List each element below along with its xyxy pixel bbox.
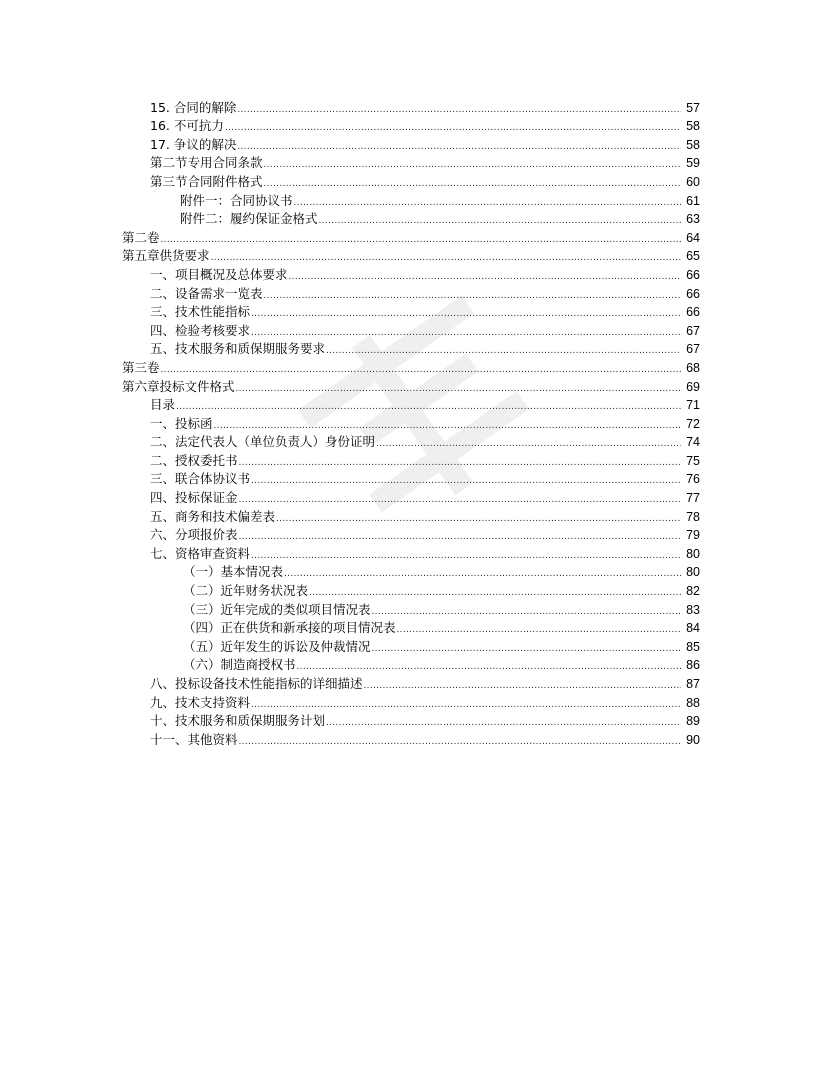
toc-entry-title: 九、技术支持资料: [150, 694, 251, 710]
toc-page-number: 83: [686, 602, 700, 617]
toc-leader-dots: [294, 197, 681, 209]
toc-leader-dots: [236, 383, 681, 395]
toc-leader-dots: [161, 364, 681, 376]
toc-leader-dots: [239, 494, 681, 506]
toc-leader-dots: [237, 104, 681, 116]
toc-leader-dots: [326, 717, 681, 729]
toc-entry[interactable]: [0, 190, 830, 209]
toc-page-number: 79: [686, 528, 700, 543]
toc-entry-title: 一、投标函: [150, 415, 213, 431]
toc-entry[interactable]: [0, 97, 830, 116]
toc-entry-title: 第三节合同附件格式: [150, 173, 263, 189]
toc-page-number: 87: [686, 677, 700, 691]
toc-leader-dots: [239, 736, 681, 748]
toc-entry-title: 十、技术服务和质保期服务计划: [150, 713, 326, 729]
toc-entry[interactable]: [0, 487, 830, 506]
toc-entry-title: （六）制造商授权书: [183, 657, 296, 673]
toc-leader-dots: [211, 252, 681, 264]
toc-page-number: 90: [686, 732, 700, 747]
toc-entry[interactable]: [0, 711, 830, 730]
toc-page-number: 75: [686, 453, 700, 468]
toc-page-number: 80: [686, 546, 700, 561]
toc-entry[interactable]: [0, 339, 830, 358]
toc-entry[interactable]: [0, 469, 830, 488]
toc-entry[interactable]: [0, 171, 830, 190]
toc-page-number: 80: [686, 565, 700, 580]
toc-entry[interactable]: [0, 302, 830, 321]
toc-entry[interactable]: [0, 264, 830, 283]
toc-leader-dots: [376, 438, 681, 450]
toc-leader-dots: [372, 606, 681, 618]
toc-entry[interactable]: [0, 320, 830, 339]
toc-leader-dots: [397, 624, 681, 636]
toc-leader-dots: [372, 643, 681, 655]
toc-entry-title: 二、设备需求一览表: [150, 285, 263, 301]
toc-page-number: 74: [686, 435, 700, 450]
toc-entry-title: 四、检验考核要求: [150, 322, 251, 338]
toc-entry-title: （四）正在供货和新承接的项目情况表: [183, 620, 396, 636]
toc-entry[interactable]: [0, 580, 830, 599]
toc-entry-title: 五、技术服务和质保期服务要求: [150, 341, 326, 357]
toc-entry[interactable]: [0, 506, 830, 525]
toc-entry-title: 五、商务和技术偏差表: [150, 508, 276, 524]
toc-leader-dots: [237, 141, 681, 153]
toc-leader-dots: [264, 159, 681, 171]
table-of-contents: [0, 97, 830, 748]
toc-entry[interactable]: [0, 543, 830, 562]
toc-page-number: 60: [686, 174, 700, 189]
toc-leader-dots: [239, 457, 681, 469]
toc-entry-title: 二、法定代表人（单位负责人）身份证明: [150, 434, 376, 450]
toc-leader-dots: [276, 513, 681, 525]
toc-page-number: 58: [686, 137, 700, 152]
toc-page-number: 61: [686, 193, 700, 208]
toc-leader-dots: [264, 178, 681, 190]
toc-page-number: 66: [686, 286, 700, 301]
toc-entry-title: 16. 不可抗力: [150, 118, 224, 134]
toc-page-number: 72: [686, 416, 700, 431]
toc-page-number: 64: [686, 230, 700, 245]
toc-leader-dots: [264, 290, 681, 302]
toc-entry[interactable]: [0, 134, 830, 153]
toc-entry[interactable]: [0, 357, 830, 376]
toc-leader-dots: [239, 531, 681, 543]
toc-entry[interactable]: [0, 525, 830, 544]
toc-entry[interactable]: [0, 450, 830, 469]
toc-page-number: 84: [686, 621, 700, 636]
toc-entry[interactable]: [0, 209, 830, 228]
toc-entry-title: 第二节专用合同条款: [150, 155, 263, 171]
toc-page-number: 69: [686, 379, 700, 394]
toc-entry-title: 三、联合体协议书: [150, 471, 251, 487]
toc-entry-title: 一、项目概况及总体要求: [150, 266, 288, 282]
toc-entry[interactable]: [0, 246, 830, 265]
toc-page-number: 88: [686, 695, 700, 710]
toc-entry[interactable]: [0, 376, 830, 395]
toc-page-number: 76: [686, 472, 700, 487]
toc-entry[interactable]: [0, 692, 830, 711]
toc-leader-dots: [251, 308, 681, 320]
toc-page-number: 66: [686, 305, 700, 320]
toc-page-number: 58: [686, 119, 700, 134]
toc-entry[interactable]: [0, 729, 830, 748]
toc-leader-dots: [364, 680, 681, 692]
toc-page-number: 78: [686, 509, 700, 524]
toc-entry[interactable]: [0, 395, 830, 414]
toc-entry-title: （一）基本情况表: [183, 564, 284, 580]
toc-page-number: 86: [686, 658, 700, 673]
toc-page-number: 67: [686, 342, 700, 357]
toc-entry[interactable]: [0, 636, 830, 655]
toc-entry-title: 七、资格审查资料: [150, 545, 251, 561]
toc-entry-title: 八、投标设备技术性能指标的详细描述: [150, 676, 363, 691]
toc-entry[interactable]: [0, 153, 830, 172]
toc-entry-title: （五）近年发生的诉讼及仲裁情况: [183, 638, 371, 654]
toc-leader-dots: [326, 345, 681, 357]
toc-leader-dots: [251, 699, 681, 711]
toc-page-number: 59: [686, 156, 700, 171]
toc-entry-title: （二）近年财务状况表: [183, 583, 309, 599]
toc-entry-title: 第五章供货要求: [122, 248, 210, 264]
toc-entry-title: 第二卷: [122, 229, 160, 245]
toc-entry-title: 二、授权委托书: [150, 452, 238, 468]
toc-leader-dots: [251, 327, 681, 339]
toc-leader-dots: [225, 122, 681, 134]
toc-page-number: 66: [686, 267, 700, 282]
toc-leader-dots: [214, 420, 681, 432]
toc-leader-dots: [319, 215, 681, 227]
toc-entry[interactable]: [0, 413, 830, 432]
toc-page-number: 68: [686, 360, 700, 375]
toc-entry[interactable]: [0, 116, 830, 135]
toc-leader-dots: [309, 587, 681, 599]
toc-entry-title: 第三卷: [122, 359, 160, 375]
toc-page-number: 63: [686, 212, 700, 227]
toc-page-number: 67: [686, 323, 700, 338]
toc-entry[interactable]: [0, 562, 830, 581]
toc-leader-dots: [176, 401, 681, 413]
toc-leader-dots: [251, 550, 681, 562]
toc-leader-dots: [284, 568, 681, 580]
toc-entry-title: 三、技术性能指标: [150, 304, 251, 320]
toc-entry[interactable]: [0, 599, 830, 618]
toc-entry-title: 附件一：合同协议书: [180, 192, 293, 208]
toc-leader-dots: [289, 271, 681, 283]
toc-leader-dots: [251, 475, 681, 487]
toc-page-number: 71: [686, 398, 700, 413]
toc-entry-title: 十一、其他资料: [150, 731, 238, 747]
toc-entry-title: 17. 争议的解决: [150, 136, 237, 152]
toc-leader-dots: [161, 234, 681, 246]
toc-page-number: 89: [686, 714, 700, 729]
toc-entry-title: 四、投标保证金: [150, 490, 238, 506]
toc-entry[interactable]: [0, 655, 830, 674]
toc-page-number: 57: [686, 100, 700, 115]
toc-page-number: 77: [686, 491, 700, 506]
toc-page-number: 85: [686, 639, 700, 654]
toc-entry[interactable]: [0, 283, 830, 302]
toc-page-number: 82: [686, 584, 700, 599]
toc-entry[interactable]: [0, 673, 830, 692]
toc-entry[interactable]: [0, 432, 830, 451]
toc-entry-title: 第六章投标文件格式: [122, 378, 235, 394]
toc-entry-title: 六、分项报价表: [150, 527, 238, 543]
toc-leader-dots: [297, 661, 681, 673]
toc-entry-title: 15. 合同的解除: [150, 99, 237, 115]
toc-entry-title: （三）近年完成的类似项目情况表: [183, 601, 371, 617]
toc-entry-title: 附件二：履约保证金格式: [180, 211, 318, 227]
toc-entry[interactable]: [0, 618, 830, 637]
toc-entry[interactable]: [0, 227, 830, 246]
toc-page-number: 65: [686, 249, 700, 264]
toc-entry-title: 目录: [150, 397, 176, 413]
